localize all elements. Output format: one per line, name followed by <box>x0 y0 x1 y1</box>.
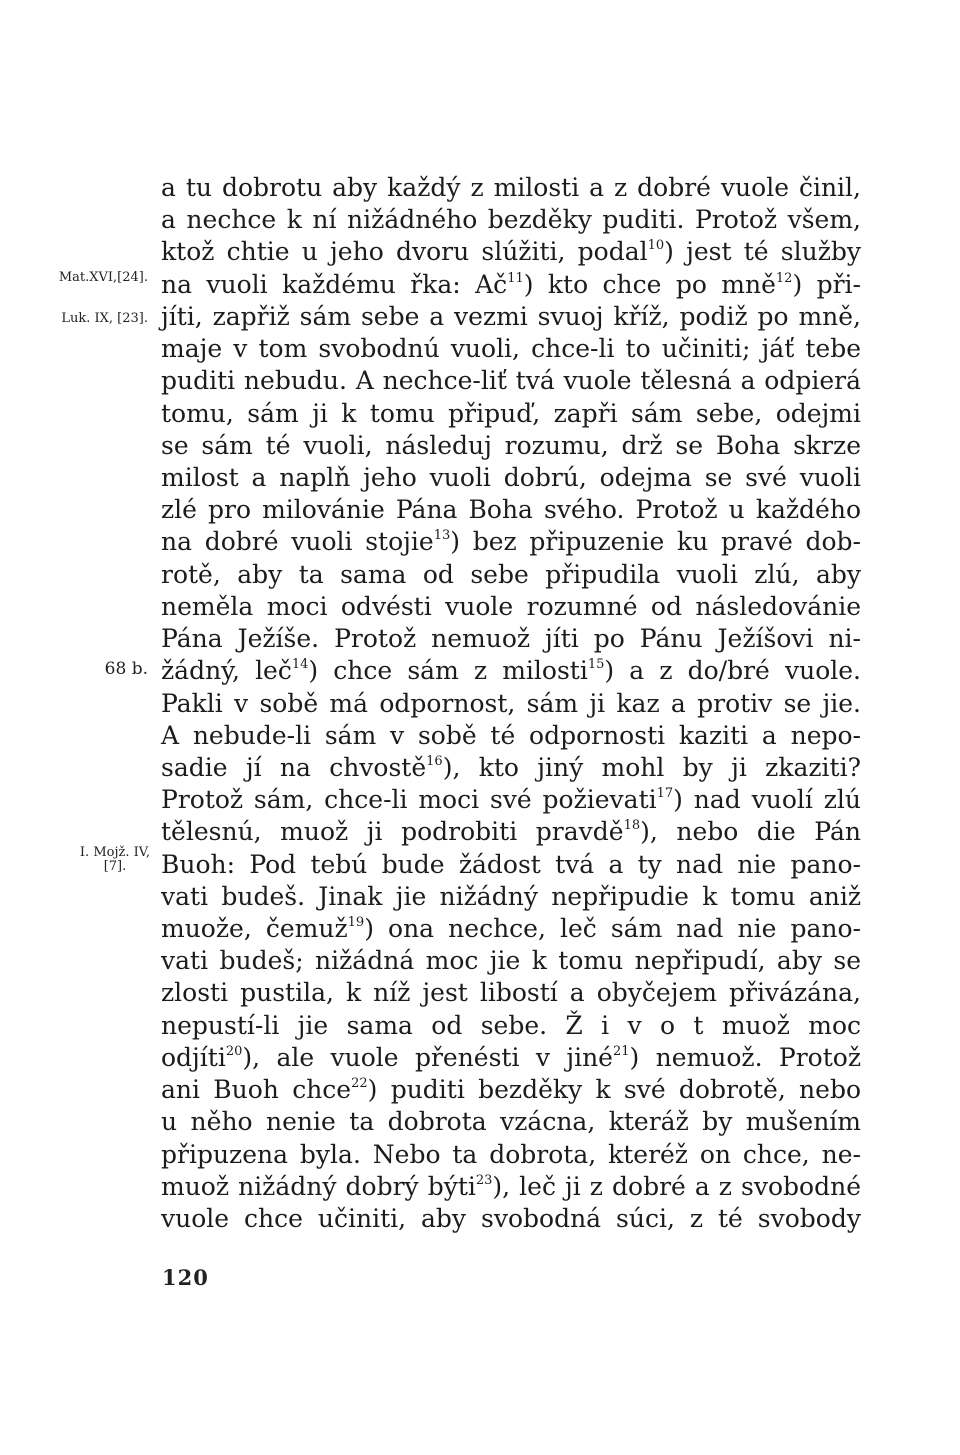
main-text-block <box>161 172 861 1235</box>
text-line: jíti, zapřiž sám sebe a vezmi svuoj kříž, podiž po mně, <box>161 301 861 331</box>
text-line: odjíti$^{20}$), ale vuole přenésti v jiné$^{21}$) nemuož. Protož <box>161 1042 861 1072</box>
text-line: Buoh: Pod tebú bude žádost tvá a ty nad nie pano- <box>161 849 861 879</box>
footnote-marker: 14 <box>291 657 309 673</box>
text-line: na vuoli každému řka: $Ač^{11}$) kto chce po mně$^{12}$) při- <box>161 269 861 299</box>
footnote-marker: 22 <box>351 1076 368 1092</box>
text-line: na dobré vuoli stojie$^{13}$) bez připuzenie ku pravé dob- <box>161 527 861 557</box>
margin-folio-marker: 68 b. <box>104 659 148 679</box>
text-line: připuzena byla. Nebo ta dobrota, kteréž on chce, ne- <box>161 1139 861 1169</box>
text-line: sadie jí na chvostě$^{16}$), kto jiný mohl by ji zkaziti? <box>161 752 861 782</box>
footnote-marker: 19 <box>347 914 365 930</box>
margin-reference-genesis-line-1: I. Mojž. IV, <box>79 845 150 860</box>
footnote-marker: 20 <box>225 1043 243 1059</box>
text-line: milost a naplň jeho vuoli dobrú, odejma se své vuoli <box>161 462 861 492</box>
text-line: muože, čemuž$^{19}$) ona nechce, leč sám nad nie pano- <box>161 914 861 944</box>
text-line: a nechce k ní nižádného bezděky puditi. Protož všem, <box>161 205 861 235</box>
text-line: vuole chce učiniti, aby svobodná súci, z té svobody <box>161 1204 861 1233</box>
page-number: 120 <box>162 1265 209 1290</box>
footnote-marker: 12 <box>775 270 793 286</box>
text-line: Protož sám, chce-li moci své požievati$^{17}$) nad vuolí zlú <box>161 785 861 815</box>
text-line: A nebude-li sám v sobě té odpornosti kaziti a nepo- <box>161 720 861 750</box>
footnote-marker: 16 <box>426 753 443 769</box>
footnote-marker: 17 <box>656 786 674 802</box>
text-line: rotě, aby ta sama od sebe připudila vuoli zlú, aby <box>161 559 861 589</box>
text-line: a tu dobrotu aby každý z milosti a z dobré vuole činil, <box>161 173 861 202</box>
text-line: muož nižádný dobrý býti$^{23}$), leč ji z dobré a z svobodné <box>161 1171 861 1201</box>
footnote-marker: 23 <box>475 1172 493 1188</box>
footnote-marker: 18 <box>623 818 641 834</box>
text-line: vati budeš. Jinak jie nižádný nepřipudie k tomu aniž <box>161 881 861 911</box>
text-line: vati budeš; nižádná moc jie k tomu nepřipudí, aby se <box>161 946 861 976</box>
text-line: maje v tom svobodnú vuoli, chce-li to učiniti; jáť tebe <box>161 334 861 364</box>
text-line: Pána Ježíše. Protož nemuož jíti po Pánu Ježíšovi ni- <box>161 624 861 654</box>
text-line: zlosti pustila, k níž jest libostí a obyčejem přivázána, <box>161 978 861 1008</box>
margin-reference-matthew: Mat.XVI,[24]. <box>58 270 148 285</box>
text-line: neměla moci odvésti vuole rozumné od následovánie <box>161 591 861 621</box>
footnote-marker: 10 <box>647 238 665 254</box>
text-line: nepustí-li jie sama od sebe. Ž i v o t muož moc <box>161 1010 861 1040</box>
text-line: puditi nebudu. A nechce-liť tvá vuole tělesná a odpierá <box>161 366 861 396</box>
text-line: ani Buoh chce$^{22}$) puditi bezděky k své dobrotě, nebo <box>161 1075 861 1105</box>
text-line: žádný, leč$^{14}$) chce sám z milosti$^{15}$) a z do/bré vuole. <box>161 656 862 686</box>
text-line: zlé pro milovánie Pána Boha svého. Protož u každého <box>161 495 861 525</box>
text-line: tomu, sám ji k tomu připuď, zapři sám sebe, odejmi <box>161 398 861 428</box>
footnote-marker: 15 <box>587 657 605 673</box>
text-line: se sám té vuoli, následuj rozumu, drž se Boha skrze <box>161 430 861 460</box>
text-line: u něho nenie ta dobrota vzácna, kteráž by mušením <box>161 1107 861 1137</box>
text-line: tělesnú, muož ji podrobiti pravdě$^{18}$), nebo die Pán <box>161 817 861 847</box>
footnote-marker: 13 <box>433 528 451 544</box>
margin-reference-luke: Luk. IX, [23]. <box>61 311 148 326</box>
footnote-marker: 21 <box>612 1043 630 1059</box>
text-line: ktož chtie u jeho dvoru slúžiti, podal$^{10}$) jest té služby <box>161 237 861 267</box>
text-line: Pakli v sobě má odpornost, sám ji kaz a protiv se jie. <box>161 688 861 718</box>
margin-reference-genesis-line-2: [7]. <box>103 859 127 874</box>
footnote-marker: 11 <box>507 270 524 286</box>
margin-reference-genesis <box>80 846 150 874</box>
